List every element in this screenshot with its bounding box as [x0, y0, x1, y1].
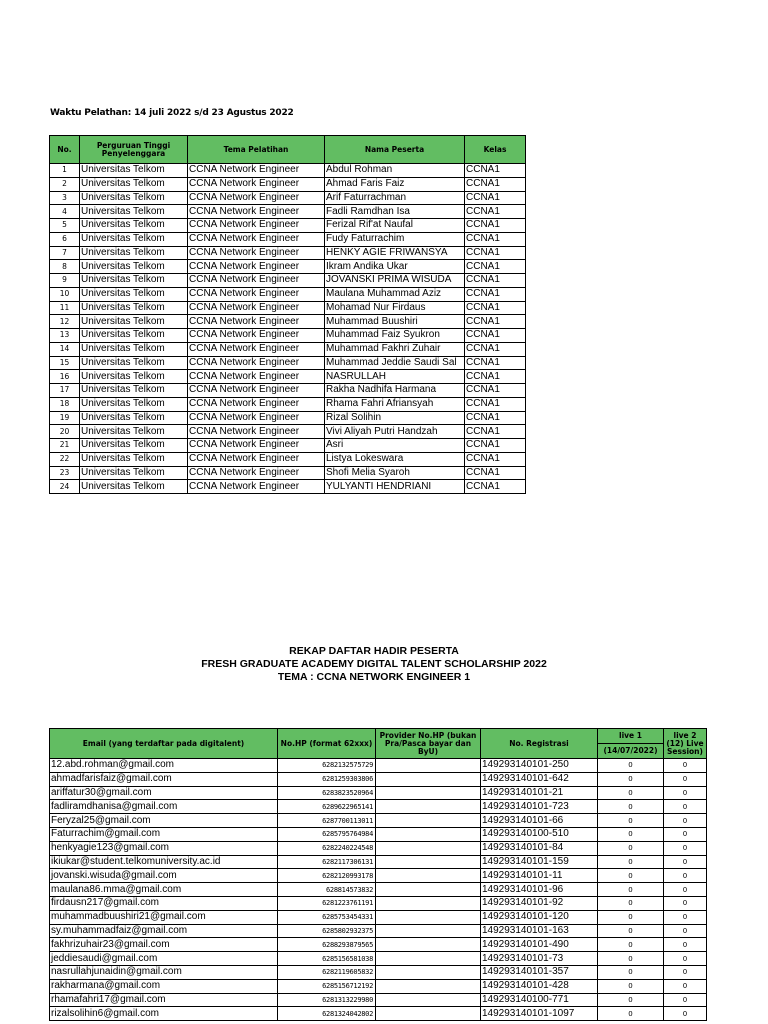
cell-provider — [376, 883, 481, 897]
cell-university: Universitas Telkom — [80, 425, 188, 439]
table-row — [50, 287, 526, 301]
header-no: No. — [50, 136, 80, 164]
cell-phone: 6285156581038 — [278, 952, 376, 966]
table-row — [50, 800, 707, 814]
cell-provider — [376, 1007, 481, 1021]
cell-provider — [376, 786, 481, 800]
cell-class: CCNA1 — [465, 452, 526, 466]
cell-live2: 0 — [664, 772, 707, 786]
cell-university: Universitas Telkom — [80, 384, 188, 398]
table-row — [50, 814, 707, 828]
cell-participant-name: Listya Lokeswara — [325, 452, 465, 466]
cell-participant-name: Rizal Solihin — [325, 411, 465, 425]
table-row — [50, 397, 526, 411]
cell-email: muhammadbuushiri21@gmail.com — [50, 910, 278, 924]
cell-class: CCNA1 — [465, 164, 526, 178]
cell-live2: 0 — [664, 979, 707, 993]
cell-no: 4 — [50, 205, 80, 219]
cell-participant-name: Mohamad Nur Firdaus — [325, 301, 465, 315]
cell-provider — [376, 772, 481, 786]
cell-participant-name: Maulana Muhammad Aziz — [325, 287, 465, 301]
cell-live1: 0 — [598, 993, 664, 1007]
table-row — [50, 425, 526, 439]
cell-registration: 149293140101-21 — [481, 786, 598, 800]
cell-university: Universitas Telkom — [80, 191, 188, 205]
cell-no: 10 — [50, 287, 80, 301]
cell-class: CCNA1 — [465, 260, 526, 274]
cell-training-theme: CCNA Network Engineer — [188, 356, 325, 370]
table-row — [50, 370, 526, 384]
cell-participant-name: Rakha Nadhifa Harmana — [325, 384, 465, 398]
cell-no: 11 — [50, 301, 80, 315]
cell-training-theme: CCNA Network Engineer — [188, 397, 325, 411]
cell-university: Universitas Telkom — [80, 342, 188, 356]
cell-training-theme: CCNA Network Engineer — [188, 232, 325, 246]
cell-class: CCNA1 — [465, 329, 526, 343]
header-live1-date: (14/07/2022) — [598, 744, 664, 759]
cell-training-theme: CCNA Network Engineer — [188, 411, 325, 425]
cell-training-theme: CCNA Network Engineer — [188, 260, 325, 274]
cell-live1: 0 — [598, 814, 664, 828]
cell-email: ikiukar@student.telkomuniversity.ac.id — [50, 855, 278, 869]
cell-university: Universitas Telkom — [80, 356, 188, 370]
cell-phone: 6281324042802 — [278, 1007, 376, 1021]
cell-live2: 0 — [664, 924, 707, 938]
cell-training-theme: CCNA Network Engineer — [188, 246, 325, 260]
cell-live2: 0 — [664, 855, 707, 869]
cell-training-theme: CCNA Network Engineer — [188, 219, 325, 233]
table-row — [50, 177, 526, 191]
cell-university: Universitas Telkom — [80, 301, 188, 315]
table-row — [50, 979, 707, 993]
table-row — [50, 827, 707, 841]
cell-email: fakhrizuhair23@gmail.com — [50, 938, 278, 952]
cell-registration: 149293140101-163 — [481, 924, 598, 938]
cell-registration: 149293140101-92 — [481, 896, 598, 910]
cell-university: Universitas Telkom — [80, 260, 188, 274]
cell-university: Universitas Telkom — [80, 329, 188, 343]
cell-phone: 6282119605832 — [278, 965, 376, 979]
cell-provider — [376, 869, 481, 883]
cell-live1: 0 — [598, 869, 664, 883]
cell-university: Universitas Telkom — [80, 452, 188, 466]
cell-class: CCNA1 — [465, 356, 526, 370]
cell-email: firdausn217@gmail.com — [50, 896, 278, 910]
cell-registration: 149293140101-723 — [481, 800, 598, 814]
cell-training-theme: CCNA Network Engineer — [188, 301, 325, 315]
cell-university: Universitas Telkom — [80, 246, 188, 260]
cell-no: 5 — [50, 219, 80, 233]
cell-phone: 628814573832 — [278, 883, 376, 897]
cell-live1: 0 — [598, 827, 664, 841]
cell-participant-name: YULYANTI HENDRIANI — [325, 480, 465, 494]
table-row — [50, 480, 526, 494]
cell-live1: 0 — [598, 952, 664, 966]
cell-class: CCNA1 — [465, 397, 526, 411]
cell-registration: 149293140101-84 — [481, 841, 598, 855]
table-row — [50, 1007, 707, 1021]
cell-provider — [376, 841, 481, 855]
cell-training-theme: CCNA Network Engineer — [188, 287, 325, 301]
cell-phone: 6288293879565 — [278, 938, 376, 952]
table-row — [50, 384, 526, 398]
cell-live2: 0 — [664, 814, 707, 828]
cell-live2: 0 — [664, 1007, 707, 1021]
cell-phone: 6283823520964 — [278, 786, 376, 800]
cell-live2: 0 — [664, 910, 707, 924]
cell-registration: 149293140100-771 — [481, 993, 598, 1007]
table-row — [50, 924, 707, 938]
cell-participant-name: Muhammad Jeddie Saudi Sal — [325, 356, 465, 370]
cell-live1: 0 — [598, 1007, 664, 1021]
cell-participant-name: Muhammad Faiz Syukron — [325, 329, 465, 343]
cell-class: CCNA1 — [465, 232, 526, 246]
table-row — [50, 411, 526, 425]
cell-phone: 6281259303806 — [278, 772, 376, 786]
cell-participant-name: Shofi Melia Syaroh — [325, 466, 465, 480]
cell-live1: 0 — [598, 979, 664, 993]
table-row — [50, 301, 526, 315]
header-university: Perguruan Tinggi Penyelenggara — [80, 136, 188, 164]
cell-email: Faturrachim@gmail.com — [50, 827, 278, 841]
cell-participant-name: Muhammad Fakhri Zuhair — [325, 342, 465, 356]
cell-university: Universitas Telkom — [80, 219, 188, 233]
cell-class: CCNA1 — [465, 301, 526, 315]
cell-university: Universitas Telkom — [80, 466, 188, 480]
cell-registration: 149293140101-250 — [481, 759, 598, 773]
cell-no: 1 — [50, 164, 80, 178]
attendance-titles — [0, 645, 748, 684]
cell-provider — [376, 979, 481, 993]
cell-live1: 0 — [598, 910, 664, 924]
cell-live2: 0 — [664, 869, 707, 883]
cell-provider — [376, 855, 481, 869]
table-row — [50, 274, 526, 288]
cell-live2: 0 — [664, 938, 707, 952]
cell-live1: 0 — [598, 883, 664, 897]
header-live2: live 2 (12) Live Session) — [664, 729, 707, 759]
cell-live1: 0 — [598, 786, 664, 800]
cell-no: 8 — [50, 260, 80, 274]
cell-training-theme: CCNA Network Engineer — [188, 342, 325, 356]
cell-participant-name: Abdul Rohman — [325, 164, 465, 178]
cell-no: 19 — [50, 411, 80, 425]
cell-class: CCNA1 — [465, 480, 526, 494]
cell-provider — [376, 910, 481, 924]
cell-registration: 149293140101-120 — [481, 910, 598, 924]
cell-class: CCNA1 — [465, 287, 526, 301]
header-participant-name: Nama Peserta — [325, 136, 465, 164]
attendance-table — [49, 728, 707, 1021]
cell-provider — [376, 952, 481, 966]
cell-class: CCNA1 — [465, 315, 526, 329]
header-training-theme: Tema Pelatihan — [188, 136, 325, 164]
cell-class: CCNA1 — [465, 439, 526, 453]
cell-live1: 0 — [598, 772, 664, 786]
table-row — [50, 883, 707, 897]
table-row — [50, 896, 707, 910]
cell-participant-name: Rhama Fahri Afriansyah — [325, 397, 465, 411]
cell-no: 14 — [50, 342, 80, 356]
cell-email: jovanski.wisuda@gmail.com — [50, 869, 278, 883]
table-row — [50, 869, 707, 883]
cell-provider — [376, 993, 481, 1007]
table-row — [50, 439, 526, 453]
cell-live1: 0 — [598, 965, 664, 979]
cell-class: CCNA1 — [465, 466, 526, 480]
cell-no: 9 — [50, 274, 80, 288]
cell-phone: 6285156712192 — [278, 979, 376, 993]
table-row — [50, 329, 526, 343]
table-row — [50, 786, 707, 800]
cell-registration: 149293140101-490 — [481, 938, 598, 952]
cell-participant-name: HENKY AGIE FRIWANSYA — [325, 246, 465, 260]
cell-provider — [376, 827, 481, 841]
cell-email: 12.abd.rohman@gmail.com — [50, 759, 278, 773]
cell-email: rizalsolihin6@gmail.com — [50, 1007, 278, 1021]
cell-live2: 0 — [664, 759, 707, 773]
attendance-header-row — [50, 729, 707, 744]
cell-phone: 6282240224548 — [278, 841, 376, 855]
header-provider: Provider No.HP (bukan Pra/Pasca bayar dan ByU) — [376, 729, 481, 759]
cell-registration: 149293140101-159 — [481, 855, 598, 869]
table-row — [50, 841, 707, 855]
table-row — [50, 452, 526, 466]
header-registration: No. Registrasi — [481, 729, 598, 759]
cell-class: CCNA1 — [465, 274, 526, 288]
table-row — [50, 938, 707, 952]
training-period: Waktu Pelathan: 14 juli 2022 s/d 23 Agustus 2022 — [50, 108, 294, 118]
cell-no: 16 — [50, 370, 80, 384]
cell-live1: 0 — [598, 759, 664, 773]
cell-training-theme: CCNA Network Engineer — [188, 315, 325, 329]
cell-no: 23 — [50, 466, 80, 480]
cell-participant-name: Ahmad Faris Faiz — [325, 177, 465, 191]
cell-no: 6 — [50, 232, 80, 246]
cell-university: Universitas Telkom — [80, 370, 188, 384]
cell-email: ariffatur30@gmail.com — [50, 786, 278, 800]
cell-email: nasrullahjunaidin@gmail.com — [50, 965, 278, 979]
theme-title: TEMA : CCNA NETWORK ENGINEER 1 — [277, 671, 471, 683]
attendance-title: REKAP DAFTAR HADIR PESERTA — [289, 645, 459, 657]
cell-email: jeddiesaudi@gmail.com — [50, 952, 278, 966]
cell-live1: 0 — [598, 938, 664, 952]
cell-university: Universitas Telkom — [80, 439, 188, 453]
cell-registration: 149293140101-66 — [481, 814, 598, 828]
header-live1: live 1 — [598, 729, 664, 744]
table-row — [50, 952, 707, 966]
cell-email: maulana86.mma@gmail.com — [50, 883, 278, 897]
cell-participant-name: Vivi Aliyah Putri Handzah — [325, 425, 465, 439]
header-phone: No.HP (format 62xxx) — [278, 729, 376, 759]
cell-registration: 149293140101-11 — [481, 869, 598, 883]
cell-live1: 0 — [598, 800, 664, 814]
cell-phone: 6285795764984 — [278, 827, 376, 841]
cell-live2: 0 — [664, 993, 707, 1007]
cell-phone: 6281223761191 — [278, 896, 376, 910]
cell-participant-name: JOVANSKI PRIMA WISUDA — [325, 274, 465, 288]
program-title: FRESH GRADUATE ACADEMY DIGITAL TALENT SCHOLARSHIP 2022 — [201, 658, 547, 670]
cell-participant-name: Ikram Andika Ukar — [325, 260, 465, 274]
cell-training-theme: CCNA Network Engineer — [188, 370, 325, 384]
header-class: Kelas — [465, 136, 526, 164]
cell-registration: 149293140101-428 — [481, 979, 598, 993]
cell-training-theme: CCNA Network Engineer — [188, 452, 325, 466]
table-row — [50, 855, 707, 869]
cell-email: Feryzal25@gmail.com — [50, 814, 278, 828]
table-row — [50, 191, 526, 205]
cell-training-theme: CCNA Network Engineer — [188, 191, 325, 205]
cell-no: 24 — [50, 480, 80, 494]
cell-email: henkyagie123@gmail.com — [50, 841, 278, 855]
cell-training-theme: CCNA Network Engineer — [188, 384, 325, 398]
cell-university: Universitas Telkom — [80, 315, 188, 329]
cell-training-theme: CCNA Network Engineer — [188, 164, 325, 178]
cell-email: rakharmana@gmail.com — [50, 979, 278, 993]
table-row — [50, 232, 526, 246]
table-row — [50, 260, 526, 274]
cell-no: 22 — [50, 452, 80, 466]
cell-university: Universitas Telkom — [80, 164, 188, 178]
cell-class: CCNA1 — [465, 384, 526, 398]
cell-live2: 0 — [664, 786, 707, 800]
cell-registration: 149293140101-357 — [481, 965, 598, 979]
cell-live1: 0 — [598, 924, 664, 938]
header-email: Email (yang terdaftar pada digitalent) — [50, 729, 278, 759]
cell-training-theme: CCNA Network Engineer — [188, 329, 325, 343]
cell-live1: 0 — [598, 841, 664, 855]
cell-live2: 0 — [664, 827, 707, 841]
table-row — [50, 342, 526, 356]
cell-class: CCNA1 — [465, 425, 526, 439]
cell-registration: 149293140100-510 — [481, 827, 598, 841]
cell-university: Universitas Telkom — [80, 397, 188, 411]
cell-participant-name: Asri — [325, 439, 465, 453]
cell-registration: 149293140101-96 — [481, 883, 598, 897]
cell-live2: 0 — [664, 896, 707, 910]
table-row — [50, 772, 707, 786]
cell-training-theme: CCNA Network Engineer — [188, 439, 325, 453]
cell-class: CCNA1 — [465, 411, 526, 425]
cell-phone: 6285753454331 — [278, 910, 376, 924]
cell-participant-name: Ferizal Rif'at Naufal — [325, 219, 465, 233]
table-row — [50, 205, 526, 219]
cell-email: ahmadfarisfaiz@gmail.com — [50, 772, 278, 786]
cell-registration: 149293140101-642 — [481, 772, 598, 786]
cell-no: 20 — [50, 425, 80, 439]
cell-provider — [376, 814, 481, 828]
cell-phone: 6287700113011 — [278, 814, 376, 828]
cell-class: CCNA1 — [465, 370, 526, 384]
cell-phone: 6285802932375 — [278, 924, 376, 938]
cell-participant-name: Muhammad Buushiri — [325, 315, 465, 329]
cell-phone: 6282117306131 — [278, 855, 376, 869]
cell-provider — [376, 896, 481, 910]
table-row — [50, 164, 526, 178]
cell-live2: 0 — [664, 952, 707, 966]
cell-training-theme: CCNA Network Engineer — [188, 205, 325, 219]
cell-participant-name: Fadli Ramdhan Isa — [325, 205, 465, 219]
table-row — [50, 466, 526, 480]
cell-live1: 0 — [598, 855, 664, 869]
table-row — [50, 246, 526, 260]
cell-registration: 149293140101-1097 — [481, 1007, 598, 1021]
cell-no: 2 — [50, 177, 80, 191]
cell-training-theme: CCNA Network Engineer — [188, 425, 325, 439]
table-row — [50, 965, 707, 979]
cell-no: 15 — [50, 356, 80, 370]
cell-university: Universitas Telkom — [80, 411, 188, 425]
cell-live1: 0 — [598, 896, 664, 910]
cell-university: Universitas Telkom — [80, 232, 188, 246]
cell-no: 21 — [50, 439, 80, 453]
table-row — [50, 219, 526, 233]
cell-participant-name: NASRULLAH — [325, 370, 465, 384]
cell-no: 7 — [50, 246, 80, 260]
cell-provider — [376, 938, 481, 952]
cell-participant-name: Arif Faturrachman — [325, 191, 465, 205]
table-row — [50, 993, 707, 1007]
cell-university: Universitas Telkom — [80, 274, 188, 288]
cell-provider — [376, 924, 481, 938]
cell-provider — [376, 759, 481, 773]
cell-no: 12 — [50, 315, 80, 329]
cell-university: Universitas Telkom — [80, 177, 188, 191]
cell-live2: 0 — [664, 800, 707, 814]
cell-class: CCNA1 — [465, 219, 526, 233]
cell-phone: 6282120993178 — [278, 869, 376, 883]
table-row — [50, 356, 526, 370]
cell-no: 17 — [50, 384, 80, 398]
table-row — [50, 315, 526, 329]
participants-table — [49, 135, 526, 494]
cell-training-theme: CCNA Network Engineer — [188, 177, 325, 191]
cell-training-theme: CCNA Network Engineer — [188, 466, 325, 480]
cell-class: CCNA1 — [465, 246, 526, 260]
cell-no: 13 — [50, 329, 80, 343]
cell-training-theme: CCNA Network Engineer — [188, 480, 325, 494]
cell-no: 3 — [50, 191, 80, 205]
cell-class: CCNA1 — [465, 177, 526, 191]
cell-provider — [376, 965, 481, 979]
cell-phone: 6281313229980 — [278, 993, 376, 1007]
cell-phone: 6289622965141 — [278, 800, 376, 814]
participants-header-row — [50, 136, 526, 164]
cell-live2: 0 — [664, 965, 707, 979]
cell-email: fadliramdhanisa@gmail.com — [50, 800, 278, 814]
cell-training-theme: CCNA Network Engineer — [188, 274, 325, 288]
cell-class: CCNA1 — [465, 191, 526, 205]
table-row — [50, 759, 707, 773]
cell-email: sy.muhammadfaiz@gmail.com — [50, 924, 278, 938]
cell-participant-name: Fudy Faturrachim — [325, 232, 465, 246]
cell-university: Universitas Telkom — [80, 287, 188, 301]
cell-class: CCNA1 — [465, 205, 526, 219]
cell-university: Universitas Telkom — [80, 205, 188, 219]
cell-registration: 149293140101-73 — [481, 952, 598, 966]
cell-class: CCNA1 — [465, 342, 526, 356]
cell-no: 18 — [50, 397, 80, 411]
cell-live2: 0 — [664, 841, 707, 855]
cell-email: rhamafahri17@gmail.com — [50, 993, 278, 1007]
cell-provider — [376, 800, 481, 814]
cell-live2: 0 — [664, 883, 707, 897]
cell-phone: 6282132575729 — [278, 759, 376, 773]
cell-university: Universitas Telkom — [80, 480, 188, 494]
table-row — [50, 910, 707, 924]
